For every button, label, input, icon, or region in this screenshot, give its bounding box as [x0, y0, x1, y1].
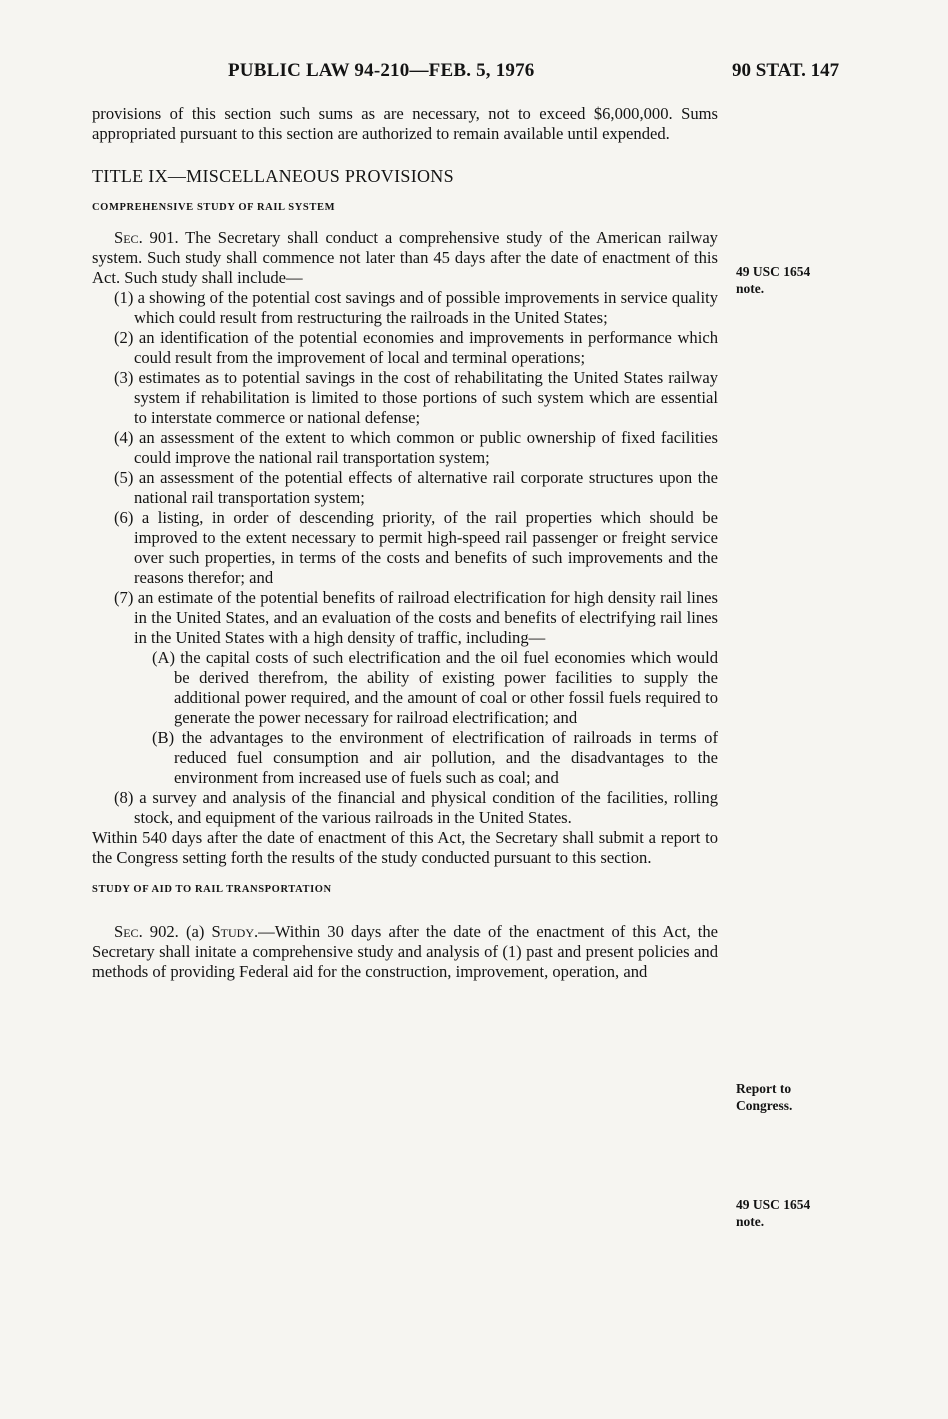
sec-901-text: The Secretary shall conduct a comprehensive study of the American railway system. Such study shall commence not later than 45 days after the date of enactment of this Act. Such study shall include— [92, 228, 718, 287]
section-subhead-901: COMPREHENSIVE STUDY OF RAIL SYSTEM [92, 202, 336, 213]
margin-note-line: note. [736, 281, 765, 296]
margin-note-line: 49 USC 1654 [736, 1197, 811, 1212]
list-item-3: (3) estimates as to potential savings in the cost of rehabilitating the United States railway system if rehabilitation is limited to those portions of such system which are essential to interstate commerce or national defense; [114, 368, 718, 427]
list-subitem-a: (A) the capital costs of such electrification and the oil fuel economies which would be derived therefrom, the ability of existing power facilities to supply the additional power required, and the amount of coal or other fossil fuels required to generate the power necessary for railroad electrification; and [152, 648, 718, 727]
list-item-8: (8) a survey and analysis of the financial and physical condition of the facilities, rolling stock, and equipment of the various railroads in the United States. [114, 788, 718, 827]
margin-note-line: note. [736, 1214, 765, 1229]
list-item-7: (7) an estimate of the potential benefits of railroad electrification for high density rail lines in the United States, and an evaluation of the costs and benefits of electrifying rail lines in the United States with a high density of traffic, including— [114, 588, 718, 647]
sec-901-closing: Within 540 days after the date of enactment of this Act, the Secretary shall submit a report to the Congress setting forth the results of the study conducted pursuant to this section. [92, 828, 718, 867]
sec-902-subsection: (a) [185, 922, 205, 941]
margin-note-line: 49 USC 1654 [736, 264, 811, 279]
list-item-1: (1) a showing of the potential cost savings and of possible improvements in service quality which could result from restructuring the railroads in the United States; [114, 288, 718, 327]
list-item-5: (5) an assessment of the potential effects of alternative rail corporate structures upon the national rail transportation system; [114, 468, 718, 507]
margin-note-line: Report to [736, 1081, 792, 1096]
carryover-paragraph: provisions of this section such sums as are necessary, not to exceed $6,000,000. Sums appropriated pursuant to this section are authorized to remain available until expended. [92, 104, 718, 143]
margin-note-49usc-902 [736, 1196, 810, 1230]
section-subhead-902: STUDY OF AID TO RAIL TRANSPORTATION [92, 884, 332, 895]
list-item-2: (2) an identification of the potential economies and improvements in performance which could result from the improvement of local and terminal operations; [114, 328, 718, 367]
running-head: PUBLIC LAW 94-210—FEB. 5, 1976 [228, 60, 535, 81]
page-number: 90 STAT. 147 [732, 60, 840, 81]
margin-note-report [736, 1080, 792, 1114]
list-item-4: (4) an assessment of the extent to which common or public ownership of fixed facilities could improve the national rail transportation system; [114, 428, 718, 467]
list-item-6: (6) a listing, in order of descending priority, of the rail properties which should be improved to the extent necessary to permit high-speed rail passenger or freight service over such properties, in terms of the costs and benefits of such improvements and the reasons therefor; and [114, 508, 718, 587]
title-heading: TITLE IX—MISCELLANEOUS PROVISIONS [92, 166, 454, 186]
margin-note-line: Congress. [736, 1098, 793, 1113]
margin-note-49usc-901 [736, 263, 810, 297]
sec-901-label: Sec. 901. [114, 228, 179, 247]
list-subitem-b: (B) the advantages to the environment of electrification of railroads in terms of reduced fuel consumption and air pollution, and the disadvantages to the environment from increased use of fuels such as coal; and [152, 728, 718, 787]
sec-901-paragraph [92, 228, 718, 288]
page-header [0, 60, 948, 86]
sec-902-text: —Within 30 days after the date of the enactment of this Act, the Secretary shall initate a comprehensive study and analysis of (1) past and present policies and methods of providing Federal aid for the construction, improvement, operation, and [92, 922, 719, 981]
sec-902-paragraph [92, 922, 718, 982]
sec-902-label: Sec. 902. [114, 922, 179, 941]
sec-902-heading: Study. [211, 922, 259, 941]
document-body [92, 104, 718, 982]
